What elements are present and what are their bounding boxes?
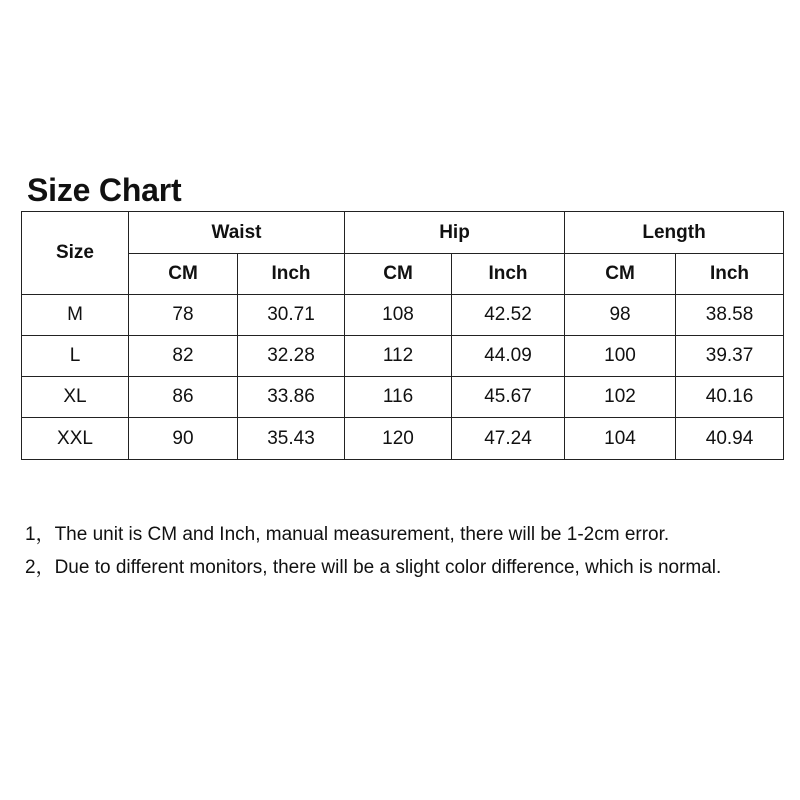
page-title: Size Chart bbox=[27, 172, 182, 208]
unit-header: Inch bbox=[676, 254, 784, 295]
table-cell: 30.71 bbox=[238, 295, 345, 336]
table-cell: 108 bbox=[345, 295, 452, 336]
table-cell: 102 bbox=[565, 377, 676, 418]
unit-header: CM bbox=[345, 254, 452, 295]
waist-group-header: Waist bbox=[129, 212, 345, 254]
unit-header: CM bbox=[129, 254, 238, 295]
table-cell: 38.58 bbox=[676, 295, 784, 336]
table-cell: 42.52 bbox=[452, 295, 565, 336]
size-cell: XL bbox=[22, 377, 129, 418]
table-row bbox=[22, 418, 784, 460]
table-cell: 44.09 bbox=[452, 336, 565, 377]
length-group-header: Length bbox=[565, 212, 784, 254]
table-cell: 78 bbox=[129, 295, 238, 336]
table-cell: 116 bbox=[345, 377, 452, 418]
table-row bbox=[22, 295, 784, 336]
table-cell: 104 bbox=[565, 418, 676, 460]
size-cell: XXL bbox=[22, 418, 129, 460]
table-cell: 40.16 bbox=[676, 377, 784, 418]
table-cell: 98 bbox=[565, 295, 676, 336]
unit-header: Inch bbox=[238, 254, 345, 295]
table-cell: 82 bbox=[129, 336, 238, 377]
size-cell: M bbox=[22, 295, 129, 336]
table-cell: 32.28 bbox=[238, 336, 345, 377]
note-item: 1，The unit is CM and Inch, manual measurement, there will be 1-2cm error. bbox=[25, 524, 670, 545]
table-cell: 120 bbox=[345, 418, 452, 460]
table-cell: 90 bbox=[129, 418, 238, 460]
table-cell: 45.67 bbox=[452, 377, 565, 418]
hip-group-header: Hip bbox=[345, 212, 565, 254]
table-row bbox=[22, 336, 784, 377]
table-row bbox=[22, 377, 784, 418]
unit-header-row bbox=[22, 254, 784, 295]
note-item: 2，Due to different monitors, there will be a slight color difference, which is normal. bbox=[25, 557, 722, 578]
size-column-header: Size bbox=[22, 212, 129, 295]
notes-list bbox=[25, 518, 721, 584]
table-cell: 47.24 bbox=[452, 418, 565, 460]
table-cell: 100 bbox=[565, 336, 676, 377]
table-cell: 35.43 bbox=[238, 418, 345, 460]
table-cell: 33.86 bbox=[238, 377, 345, 418]
table-cell: 112 bbox=[345, 336, 452, 377]
size-chart-table bbox=[21, 211, 784, 460]
group-header-row bbox=[22, 212, 784, 254]
unit-header: CM bbox=[565, 254, 676, 295]
table-cell: 39.37 bbox=[676, 336, 784, 377]
table-cell: 86 bbox=[129, 377, 238, 418]
unit-header: Inch bbox=[452, 254, 565, 295]
size-cell: L bbox=[22, 336, 129, 377]
table-cell: 40.94 bbox=[676, 418, 784, 460]
